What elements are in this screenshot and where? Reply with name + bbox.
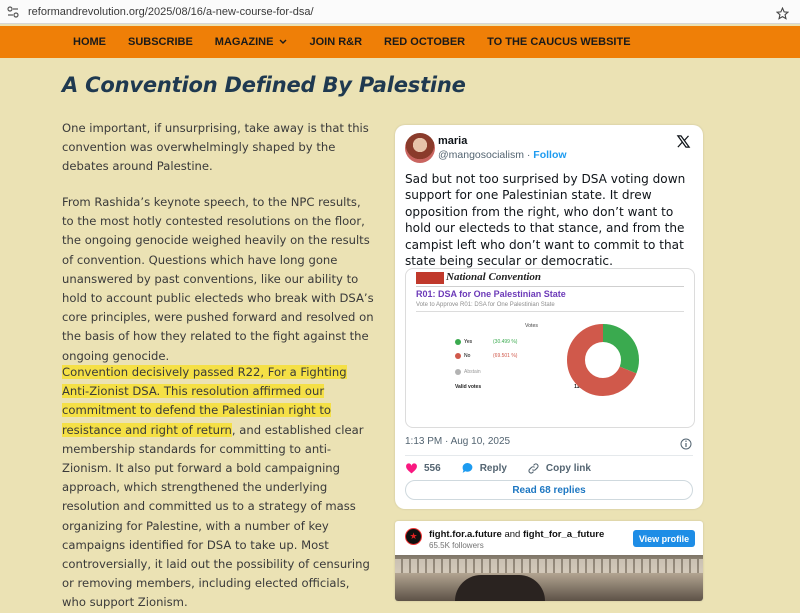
instagram-avatar[interactable]: ★ [405,528,422,545]
section-heading: A Convention Defined By Palestine [62,73,466,97]
convention-banner: National Convention [446,271,542,283]
vote-label: Abstain [464,369,481,375]
no-dot-icon [455,353,461,359]
link-icon [527,462,540,475]
vote-label: Yes [464,339,473,345]
heart-icon [405,462,418,474]
chevron-down-icon [279,36,287,48]
vote-count: 45 [579,369,585,375]
site-navigation [0,26,800,58]
copy-link-label: Copy link [545,462,591,474]
like-count: 556 [424,462,441,474]
like-button[interactable] [405,462,441,474]
url-text[interactable]: reformandrevolution.org/2025/08/16/a-new-course-for-dsa/ [28,5,314,18]
tweet-text: Sad but not too surprised by DSA voting down support for one Palestinian state. It drew opposition from the right, who don’t want to hold our electeds to that stance, and from the campist left who don’t want to commit to that state being secular or democratic. [405,172,686,269]
dsa-logo [416,272,444,284]
paragraph-1: One important, if unsurprising, take away is that this convention was overwhelmingly shaped by the debates around Palestine. [62,121,369,174]
reply-bubble-icon [461,462,474,474]
divider [416,286,684,287]
nav-magazine[interactable] [215,36,288,48]
avatar[interactable] [405,133,435,163]
nav-home[interactable]: HOME [73,36,106,48]
instagram-embed [395,521,703,601]
vote-donut-chart [566,323,640,397]
divider [405,455,693,456]
yes-dot-icon [455,339,461,345]
read-replies-button[interactable]: Read 68 replies [405,480,693,500]
handle-text[interactable]: @mangosocialism [438,149,524,161]
highlighted-text: Convention decisively passed R22, For a Fighting Anti-Zionist DSA. This resolution affirmed our commitment to defend the Palestinian right to resistance and right of return [62,365,347,437]
vote-row-yes [455,338,585,346]
account-name-1[interactable]: fight.for.a.future [429,529,502,540]
chart-title: R01: DSA for One Palestinian State [416,289,566,299]
vote-count: 338 [576,339,585,345]
chart-subtitle: Vote to Approve R01: DSA for One Palestinian State [416,302,555,308]
vote-label: No [464,353,471,359]
paragraph-2: From Rashida’s keynote speech, to the NPC results, to the most hotly contested resolutions on the floor, the ongoing genocide weighed heavily on the results of convention. Questions which have long gone unanswered by past conventions, like our ability to hold to account public electeds who break with DSA’s core principles, were pushed forward and resolved on the basis of how they related to the fight against the ongoing genocide. [62,195,374,363]
copy-link-button[interactable] [527,462,591,475]
vote-row-abstain [455,368,585,376]
vote-row-no [455,352,585,360]
bookmark-star-icon[interactable] [776,5,790,19]
vote-percent: (69.501 %) [493,353,518,359]
nav-subscribe[interactable]: SUBSCRIBE [128,36,193,48]
reply-button[interactable] [461,462,507,474]
instagram-accounts [429,529,604,540]
tweet-image[interactable] [405,268,695,428]
account-conjunction: and [504,529,521,540]
nav-join[interactable]: JOIN R&R [309,36,363,48]
abstain-dot-icon [455,369,461,375]
nav-red-october[interactable]: RED OCTOBER [384,36,466,48]
info-icon[interactable] [680,435,692,447]
tweet-author-handle [438,149,567,161]
follower-count: 65.5K followers [429,541,484,550]
vote-percent: (30.499 %) [493,339,518,345]
vote-count: 752 [576,353,585,359]
valid-votes-label: Valid votes [455,384,482,390]
site-settings-icon[interactable] [6,5,20,19]
tweet-timestamp[interactable]: 1:13 PM · Aug 10, 2025 [405,436,511,447]
instagram-photo[interactable] [395,555,703,601]
separator-dot: · [526,149,531,161]
reply-label: Reply [479,462,507,474]
valid-votes-count: 1135 [574,384,585,390]
follow-button[interactable]: Follow [533,149,567,161]
account-name-2[interactable]: fight_for_a_future [522,529,605,540]
embedded-tweet [395,125,703,509]
paragraph-3 [62,363,374,613]
paragraph-3-rest: , and established clear membership standards for committing to anti-Zionism. It also put forward a bold campaigning approach, which strengthened the underlying resolution and committed us to a strategy of mass organizing for Palestine, with a number of key campaigns identified for DSA to take up. Most controversially, it laid out the possibility of censuring or removing members, including elected officials, who support Zionism. [62,422,370,610]
nav-magazine-label: MAGAZINE [214,36,274,48]
divider [416,311,684,312]
view-profile-button[interactable]: View profile [633,530,695,547]
votes-header: Votes [525,323,538,329]
address-bar[interactable] [0,0,800,24]
tweet-author-name[interactable]: maria [438,135,468,147]
x-logo-icon[interactable] [676,134,691,149]
tweet-actions [405,461,611,475]
nav-caucus-website[interactable]: TO THE CAUCUS WEBSITE [487,36,631,48]
